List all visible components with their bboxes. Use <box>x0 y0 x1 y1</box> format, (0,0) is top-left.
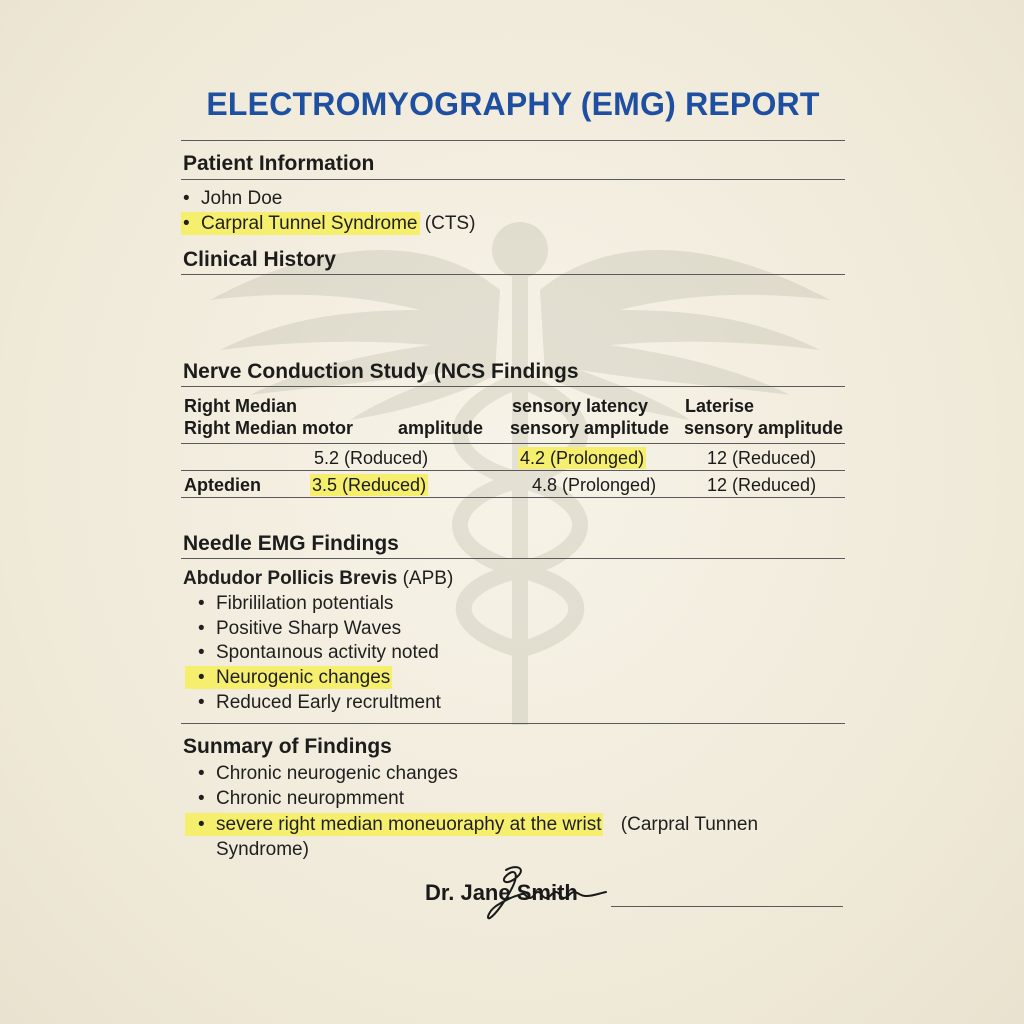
ncs-header-col1-line1: Right Median <box>184 396 297 416</box>
ncs-header-col4-line1: Laterise <box>685 396 755 416</box>
needle-item: • Positive Sharp Waves <box>198 618 402 639</box>
divider <box>181 179 845 180</box>
summary-item: • Chronic neuropmment <box>198 788 404 809</box>
ncs-header-col3-line1: sensory latency <box>512 396 649 416</box>
divider <box>181 443 845 444</box>
divider <box>181 558 845 559</box>
divider <box>181 497 845 498</box>
summary-heading: Sunmary of Findings <box>183 735 392 758</box>
ncs-row2-col3: 4.8 (Prolonged) <box>532 475 657 495</box>
needle-item-highlighted: • Neurogenic changes <box>185 667 392 689</box>
ncs-row2-col4: 12 (Reduced) <box>707 475 817 495</box>
ncs-row1-col3: 4.2 (Prolonged) <box>520 448 645 468</box>
report-title: ELECTROMYOGRAPHY (EMG) REPORT <box>206 86 820 122</box>
ncs-row2-col2: 3.5 (Reduced) <box>312 475 427 495</box>
ncs-header-col1-line2: Right Median motor <box>184 418 353 438</box>
divider <box>181 274 845 275</box>
ncs-row1-col4: 12 (Reduced) <box>707 448 817 468</box>
ncs-heading: Nerve Conduction Study (NCS Findings <box>183 360 579 383</box>
divider <box>181 470 845 471</box>
divider <box>181 723 845 724</box>
needle-item: • Fibrililation potentials <box>198 593 394 614</box>
divider <box>181 386 845 387</box>
summary-item-continuation: Syndrome) <box>216 839 309 860</box>
signature-line <box>611 906 843 907</box>
muscle-name: Abdudor Pollicis Brevis (APB) <box>183 568 454 589</box>
clinical-history-heading: Clinical History <box>183 248 336 271</box>
highlighted-text: • Carpral Tunnel Syndrome <box>183 213 418 234</box>
divider <box>181 140 845 141</box>
ncs-row2-label: Aptedien <box>184 475 262 495</box>
needle-item: • Reduced Early recrultment <box>198 692 441 713</box>
ncs-header-col2-line2: amplitude <box>398 418 484 438</box>
ncs-header-col3-line2: sensory amplitude <box>510 418 670 438</box>
bullet: • <box>183 188 190 209</box>
needle-item: • Spontaınous activity noted <box>198 642 439 663</box>
summary-item-highlighted: • severe right median moneuoraphy at the wrist (Carpral Tunnen <box>185 814 758 836</box>
signer-name: Dr. Jane Smith <box>425 880 578 905</box>
ncs-row1-col2: 5.2 (Roduced) <box>314 448 429 468</box>
summary-item: • Chronic neurogenic changes <box>198 763 458 784</box>
patient-diagnosis: • Carpral Tunnel Syndrome (CTS) <box>183 213 476 234</box>
patient-info-heading: Patient Information <box>183 152 375 175</box>
needle-emg-heading: Needle EMG Findings <box>183 532 399 555</box>
ncs-header-col4-line2: sensory amplitude <box>684 418 844 438</box>
patient-name: • John Doe <box>183 188 283 209</box>
handwritten-signature <box>482 862 612 924</box>
